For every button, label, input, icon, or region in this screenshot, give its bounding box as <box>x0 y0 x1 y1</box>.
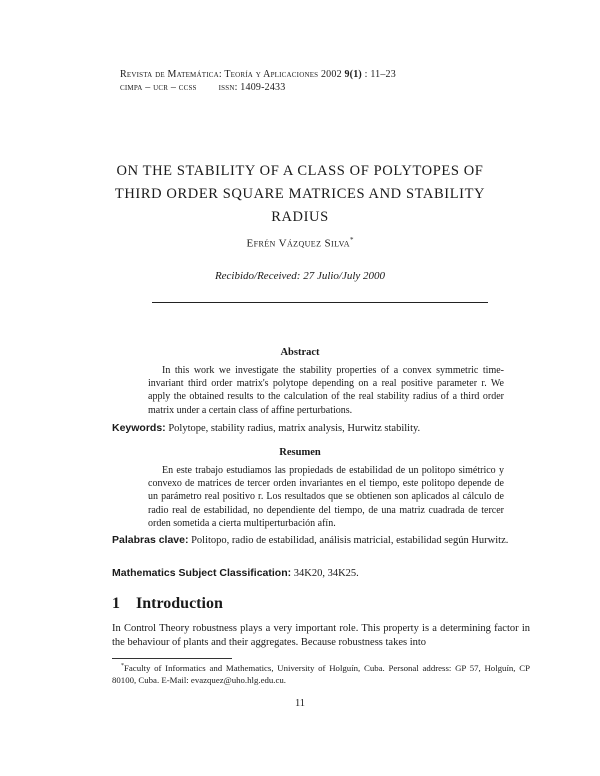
footnote-mark: * <box>121 663 124 669</box>
publisher: cimpa – ucr – ccss <box>120 82 197 93</box>
footnote-rule <box>112 658 232 659</box>
issn: issn: 1409-2433 <box>218 82 286 93</box>
page-number: 11 <box>294 698 306 709</box>
msc-classification <box>112 566 530 581</box>
received-date: Recibido/Received: 27 Julio/July 2000 <box>214 270 386 282</box>
intro-paragraph: In Control Theory robustness plays a very important role. This property is a determining factor in the behaviour of plants and their aggregates. Because robustness takes into <box>112 623 530 648</box>
journal-pages: : 11–23 <box>361 69 396 80</box>
journal-name: Revista de Matemática: Teoría y Aplicaciones 2002 <box>120 69 342 80</box>
journal-header <box>120 69 396 80</box>
msc-text: 34K20, 34K25. <box>293 568 359 579</box>
section-title: Introduction <box>136 595 223 612</box>
keywords <box>112 421 530 436</box>
palabras-clave <box>112 533 530 548</box>
footnote <box>112 660 530 686</box>
author-name: Efrén Vázquez Silva <box>246 237 350 250</box>
abstract-heading: Abstract <box>280 347 320 358</box>
abstract-text: In this work we investigate the stability properties of a convex symmetric time-invariant third order matrix's polytope depending on a real positive parameter r. We apply the obtained results to the calculation of the real stability radius of a third order matrix under a certain class of affine perturbations. <box>148 365 504 416</box>
keywords-label: Keywords: <box>112 422 166 434</box>
publisher-line <box>120 82 307 93</box>
journal-volume: 9(1) <box>344 69 362 80</box>
paper-title: ON THE STABILITY OF A CLASS OF POLYTOPES OF THIRD ORDER SQUARE MATRICES AND STABILITY RADIUS <box>114 163 486 225</box>
title-divider <box>152 302 488 303</box>
resumen-heading: Resumen <box>279 447 321 458</box>
keywords-text: Polytope, stability radius, matrix analysis, Hurwitz stability. <box>168 423 421 434</box>
section-number: 1 <box>112 595 120 612</box>
msc-label: Mathematics Subject Classification: <box>112 567 292 579</box>
resumen-text: En este trabajo estudiamos las propiedads de estabilidad de un politopo simétrico y convexo de matrices de tercer orden invariantes en el tiempo, este politopo depende de un parámetro real positivo r. Los resultados que se obtienen son aplicados al cálculo de radio real de estabilidad, no dependiente del tiempo, de una matriz cuadrada de tercer orden sometida a cierta multiperturbación afín. <box>148 465 504 529</box>
palabras-text: Politopo, radio de estabilidad, análisis matricial, estabilidad según Hurwitz. <box>191 535 509 546</box>
author-footnote-mark: * <box>349 236 354 244</box>
author-line <box>110 236 490 250</box>
palabras-label: Palabras clave: <box>112 534 189 546</box>
section-heading <box>112 595 223 613</box>
footnote-text: Faculty of Informatics and Mathematics, University of Holguín, Cuba. Personal address: GP 57, Holguín, CP 80100, Cuba. E-Mail: evazquez@uho.hlg.edu.cu. <box>112 662 530 685</box>
